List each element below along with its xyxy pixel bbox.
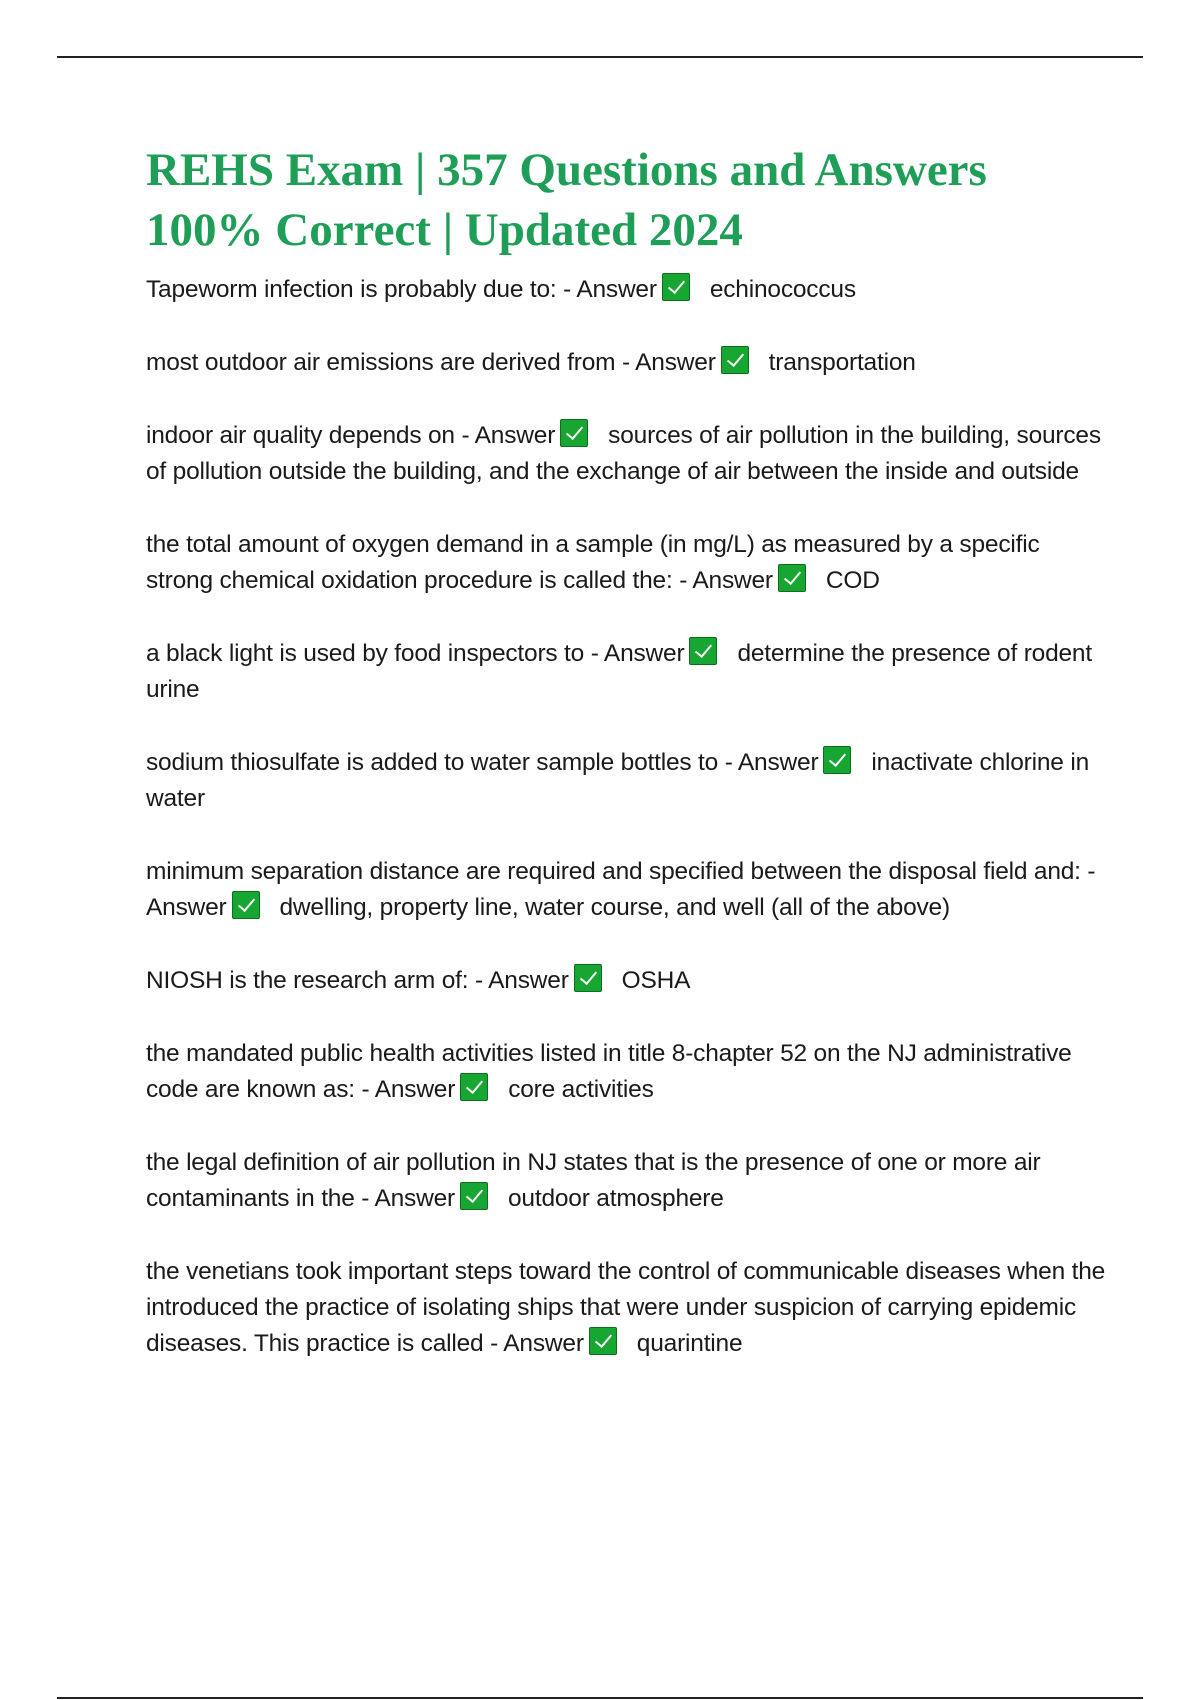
qa-item (146, 1254, 1106, 1362)
checkmark-icon (778, 564, 806, 592)
qa-list (146, 272, 1106, 1362)
answer-text: determine the presence of rodent urine (146, 640, 1092, 703)
document-title: REHS Exam | 357 Questions and Answers 100% Correct | Updated 2024 (146, 144, 987, 256)
answer-text: sources of air pollution in the building, sources of pollution outside the building, and the exchange of air between the inside and outside (146, 422, 1101, 485)
bottom-rule (57, 1697, 1143, 1699)
question-text: the venetians took important steps toward the control of communicable diseases when the introduced the practice of isolating ships that were under suspicion of carrying epidemic diseases. This practice is called (146, 1258, 1106, 1357)
question-text: Tapeworm infection is probably due to: (146, 276, 557, 303)
checkmark-icon (574, 964, 602, 992)
checkmark-icon (589, 1327, 617, 1355)
qa-item (146, 854, 1106, 926)
answer-marker: - Answer (679, 567, 773, 594)
answer-text: transportation (768, 349, 916, 376)
qa-item (146, 1036, 1106, 1108)
question-text: indoor air quality depends on (146, 422, 455, 449)
answer-marker: - Answer (490, 1330, 584, 1357)
checkmark-icon (460, 1073, 488, 1101)
answer-text: OSHA (621, 967, 691, 994)
qa-item (146, 272, 1106, 308)
qa-item (146, 527, 1106, 599)
answer-text: outdoor atmosphere (508, 1185, 724, 1212)
qa-item (146, 345, 1106, 381)
checkmark-icon (232, 891, 260, 919)
question-text: NIOSH is the research arm of: (146, 967, 469, 994)
checkmark-icon (662, 273, 690, 301)
question-text: most outdoor air emissions are derived from (146, 349, 616, 376)
qa-item (146, 963, 1106, 999)
checkmark-icon (689, 637, 717, 665)
answer-marker: - Answer (563, 276, 657, 303)
answer-marker: - Answer (724, 749, 819, 776)
answer-text: echinococcus (709, 276, 856, 303)
question-text: the legal definition of air pollution in NJ states that is the presence of one or more air contaminants in the (146, 1149, 1041, 1212)
answer-text: inactivate chlorine in water (146, 749, 1090, 812)
question-text: a black light is used by food inspectors to (146, 640, 585, 667)
answer-text: COD (825, 567, 880, 594)
qa-item (146, 1145, 1106, 1217)
answer-marker: - Answer (361, 1076, 456, 1103)
answer-marker: - Answer (621, 349, 716, 376)
qa-item (146, 418, 1106, 490)
question-text: the mandated public health activities listed in title 8-chapter 52 on the NJ administrative code are known as: (146, 1040, 1072, 1103)
checkmark-icon (460, 1182, 488, 1210)
answer-text: core activities (508, 1076, 654, 1103)
answer-text: dwelling, property line, water course, and well (all of the above) (279, 894, 950, 921)
answer-marker: - Answer (146, 858, 1096, 921)
question-text: minimum separation distance are required and specified between the disposal field and: (146, 858, 1081, 885)
answer-marker: - Answer (474, 967, 569, 994)
answer-text: quarintine (636, 1330, 743, 1357)
answer-marker: - Answer (361, 1185, 455, 1212)
document-body (146, 140, 1106, 1399)
answer-marker: - Answer (461, 422, 556, 449)
top-rule (57, 56, 1143, 58)
question-text: the total amount of oxygen demand in a sample (in mg/L) as measured by a specific strong chemical oxidation procedure is called the: (146, 531, 1040, 594)
question-text: sodium thiosulfate is added to water sample bottles to (146, 749, 719, 776)
checkmark-icon (823, 746, 851, 774)
checkmark-icon (560, 419, 588, 447)
checkmark-icon (721, 346, 749, 374)
qa-item (146, 745, 1106, 817)
answer-marker: - Answer (590, 640, 685, 667)
qa-item (146, 636, 1106, 708)
